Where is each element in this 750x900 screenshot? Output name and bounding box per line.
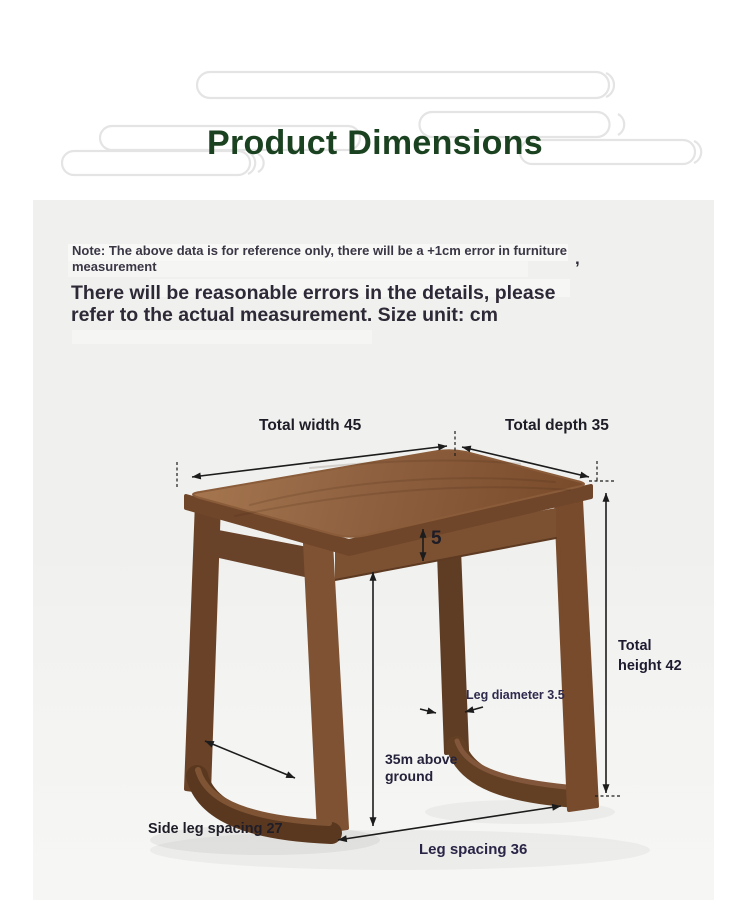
apron-height-label: 5: [431, 528, 442, 549]
note-big-text: [71, 282, 555, 326]
ground-clearance-line1: 35m above: [385, 751, 458, 767]
total-height-line2: height 42: [618, 658, 682, 674]
note-big-line1: There will be reasonable errors in the details, please: [71, 282, 556, 304]
side-leg-spacing-label: Side leg spacing 27: [148, 821, 283, 837]
total-width-label: Total width 45: [259, 417, 362, 434]
leg-diameter-label: Leg diameter 3.5: [466, 688, 565, 702]
note-small-text: [72, 243, 567, 274]
stray-comma-artifact: ,: [575, 249, 580, 268]
leg-spacing-label: Leg spacing 36: [419, 841, 528, 858]
ground-clearance-label: [385, 751, 457, 784]
total-height-line1: Total: [618, 638, 652, 654]
note-big-line2: refer to the actual measurement. Size unit: cm: [71, 304, 498, 326]
note-small-line2: measurement: [72, 258, 157, 274]
note-small-line1: Note: The above data is for reference only, there will be a +1cm error in furniture: [72, 243, 567, 258]
page-title: Product Dimensions: [206, 123, 543, 162]
total-height-label: [618, 636, 682, 676]
total-depth-label: Total depth 35: [505, 417, 609, 434]
ground-clearance-line2: ground: [385, 767, 434, 784]
